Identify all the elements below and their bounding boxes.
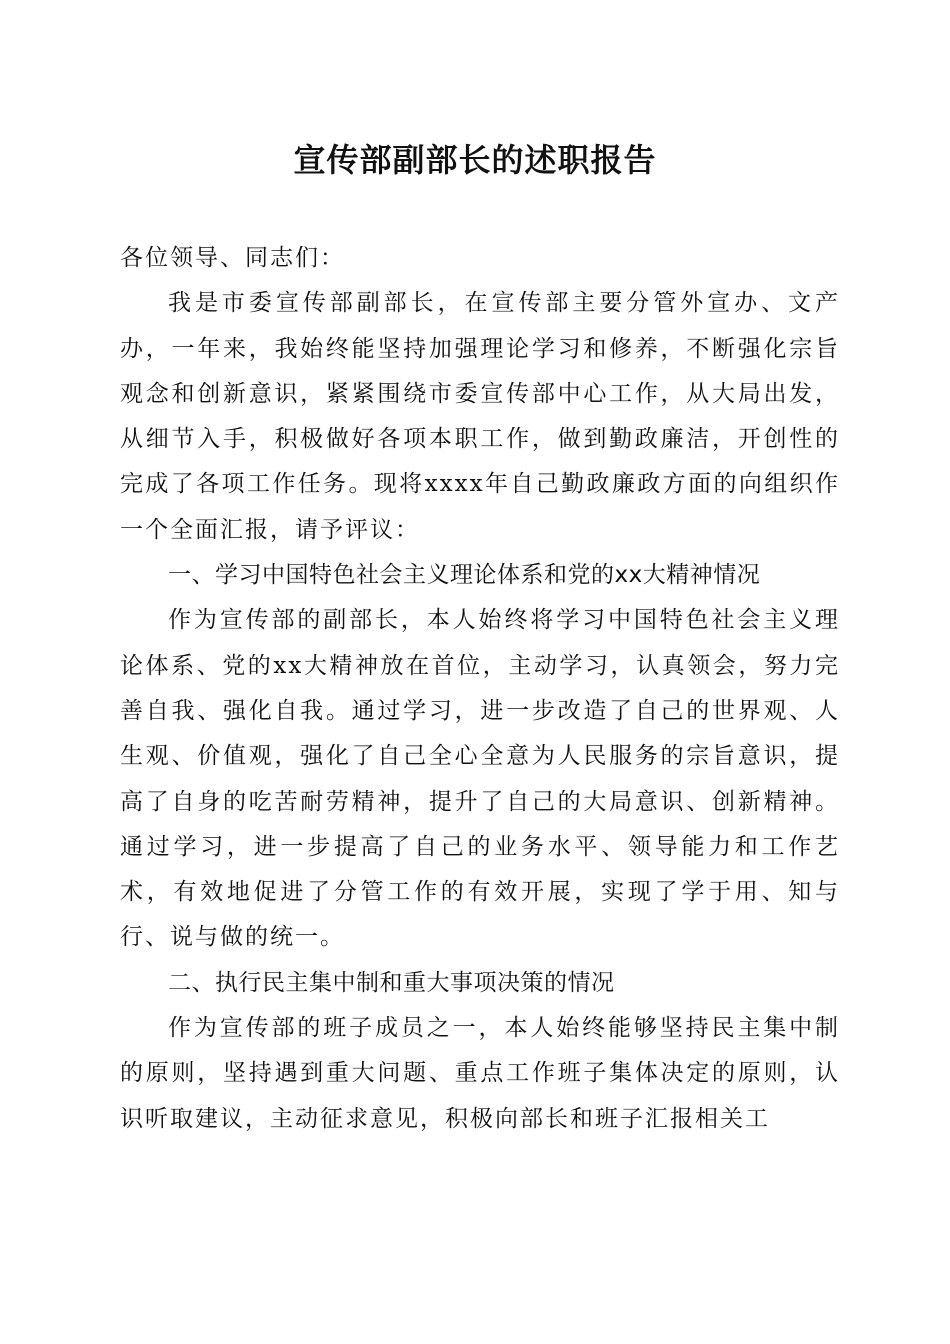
intro-paragraph: 我是市委宣传部副部长，在宣传部主要分管外宣办、文产办，一年来，我始终能坚持加强理论学习和修养，不断强化宗旨观念和创新意识，紧紧围绕市委宣传部中心工作，从大局出发，从细节入手，积极做好各项本职工作，做到勤政廉洁，开创性的完成了各项工作任务。现将xxxx年自己勤政廉政方面的向组织作一个全面汇报，请予评议： xyxy=(120,290,840,543)
document-body xyxy=(120,236,840,1142)
salutation: 各位领导、同志们： xyxy=(120,245,345,271)
document-title: 宣传部副部长的述职报告 xyxy=(293,141,657,179)
section-1-paragraph: 作为宣传部的副部长，本人始终将学习中国特色社会主义理论体系、党的xx大精神放在首位，主动学习，认真领会，努力完善自我、强化自我。通过学习，进一步改造了自己的世界观、人生观、价值观，强化了自己全心全意为人民服务的宗旨意识，提高了自身的吃苦耐劳精神，提升了自己的大局意识、创新精神。通过学习，进一步提高了自己的业务水平、领导能力和工作艺术，有效地促进了分管工作的有效开展，实现了学于用、知与行、说与做的统一。 xyxy=(120,607,840,951)
section-2-paragraph: 作为宣传部的班子成员之一，本人始终能够坚持民主集中制的原则，坚持遇到重大问题、重点工作班子集体决定的原则，认识听取建议，主动征求意见，积极向部长和班子汇报相关工 xyxy=(120,1015,840,1132)
section-2-heading: 二、执行民主集中制和重大事项决策的情况 xyxy=(168,969,615,996)
section-1-heading: 一、学习中国特色社会主义理论体系和党的xx大精神情况 xyxy=(168,562,761,589)
